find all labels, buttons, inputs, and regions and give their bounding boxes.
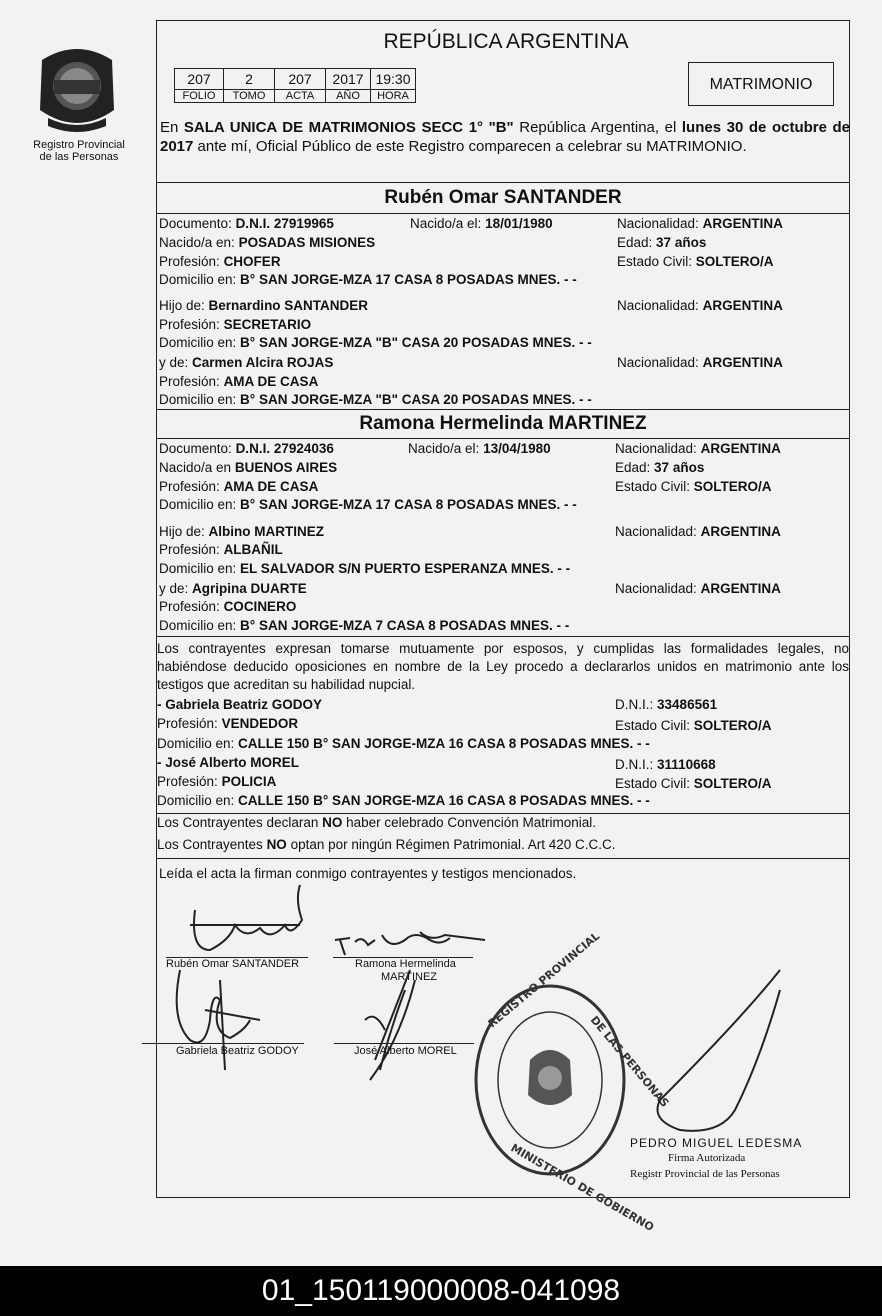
- handwritten-signatures: [150, 880, 510, 1100]
- hora-value: 19:30: [371, 69, 416, 90]
- tomo-label: TOMO: [224, 90, 275, 103]
- divider: [156, 858, 850, 859]
- bride-signature-label1: Ramona Hermelinda: [355, 958, 456, 970]
- witness2-address: Domicilio en: CALLE 150 B° SAN JORGE-MZA 16 CASA 8 POSADAS MNES. - -: [157, 793, 650, 808]
- svg-text:DE LAS PERSONAS: DE LAS PERSONAS: [587, 1013, 672, 1110]
- bride-address: Domicilio en: B° SAN JORGE-MZA 17 CASA 8 POSADAS MNES. - -: [159, 497, 577, 512]
- witness2-civil-status: Estado Civil: SOLTERO/A: [615, 776, 772, 791]
- bride-father-address: Domicilio en: EL SALVADOR S/N PUERTO ESPERANZA MNES. - -: [159, 561, 571, 576]
- document-title: REPÚBLICA ARGENTINA: [383, 30, 629, 53]
- groom-name: Rubén Omar SANTANDER: [384, 187, 622, 208]
- groom-nationality: Nacionalidad: ARGENTINA: [617, 216, 783, 231]
- groom-signature-label: Rubén Omar SANTANDER: [166, 958, 300, 970]
- groom-civil-status: Estado Civil: SOLTERO/A: [617, 254, 774, 269]
- witness2-signature-label: José Alberto MOREL: [354, 1045, 457, 1057]
- groom-profession: Profesión: CHOFER: [159, 254, 281, 269]
- groom-document: Documento: D.N.I. 27919965: [159, 216, 334, 231]
- groom-father-address: Domicilio en: B° SAN JORGE-MZA "B" CASA 20 POSADAS MNES. - -: [159, 335, 592, 350]
- groom-age: Edad: 37 años: [617, 235, 707, 250]
- witness1-address: Domicilio en: CALLE 150 B° SAN JORGE-MZA 16 CASA 8 POSADAS MNES. - -: [157, 736, 650, 751]
- logo-caption-line1: Registro Provincial: [33, 139, 125, 151]
- convention-statement: Los Contrayentes declaran NO haber celebrado Convención Matrimonial.: [157, 815, 596, 830]
- bride-nationality: Nacionalidad: ARGENTINA: [615, 441, 781, 456]
- declaration-paragraph: Los contrayentes expresan tomarse mutuamente por esposos, y cumplidas las formalidades legales, no habiéndose deducido oposiciones en nombre de la Ley procedo a declararlos unidos en matrimonio ante los testigos que acreditan su habilidad nupcial.: [157, 641, 849, 692]
- svg-text:REGISTRO PROVINCIAL: REGISTRO PROVINCIAL: [485, 929, 603, 1031]
- acta-value: 207: [275, 69, 326, 90]
- divider: [156, 213, 850, 214]
- bride-father-profession: Profesión: ALBAÑIL: [159, 542, 283, 557]
- svg-text:MINISTERIO DE GOBIERNO: MINISTERIO DE GOBIERNO: [508, 1141, 657, 1235]
- official-stamp-seal: [470, 929, 672, 1235]
- witness1-civil-status: Estado Civil: SOLTERO/A: [615, 718, 772, 733]
- folio-value: 207: [175, 69, 224, 90]
- hora-label: HORA: [371, 90, 416, 103]
- witness1-name: - Gabriela Beatriz GODOY: [157, 697, 323, 712]
- groom-mother-address: Domicilio en: B° SAN JORGE-MZA "B" CASA 20 POSADAS MNES. - -: [159, 392, 592, 407]
- bride-civil-status: Estado Civil: SOLTERO/A: [615, 479, 772, 494]
- bride-name: Ramona Hermelinda MARTINEZ: [359, 413, 647, 434]
- divider: [156, 636, 850, 637]
- divider: [156, 813, 850, 814]
- divider: [156, 182, 850, 183]
- bride-birthplace: Nacido/a en BUENOS AIRES: [159, 460, 338, 475]
- witness2-dni: D.N.I.: 31110668: [615, 757, 716, 772]
- witness1-profession: Profesión: VENDEDOR: [157, 716, 299, 731]
- regime-statement: Los Contrayentes NO optan por ningún Régimen Patrimonial. Art 420 C.C.C.: [157, 837, 616, 852]
- groom-mother-nationality: Nacionalidad: ARGENTINA: [617, 355, 783, 370]
- bride-birthdate: Nacido/a el: 13/04/1980: [408, 441, 551, 456]
- signature-line: [142, 1043, 304, 1044]
- groom-birthdate: Nacido/a el: 18/01/1980: [410, 216, 553, 231]
- bride-document: Documento: D.N.I. 27924036: [159, 441, 334, 456]
- document-id-footer: 01_150119000008-041098: [0, 1266, 882, 1316]
- official-role: Firma Autorizada: [668, 1152, 746, 1164]
- intro-paragraph: En SALA UNICA DE MATRIMONIOS SECC 1° "B" República Argentina, el lunes 30 de octubre de 2017 ante mí, Oficial Público de este Registro comparecen a celebrar su MATRIMONIO.: [160, 119, 851, 155]
- bride-father: Hijo de: Albino MARTINEZ: [159, 524, 325, 539]
- bride-mother-profession: Profesión: COCINERO: [159, 599, 297, 614]
- witness2-profession: Profesión: POLICIA: [157, 774, 277, 789]
- groom-father-nationality: Nacionalidad: ARGENTINA: [617, 298, 783, 313]
- official-signature: [640, 960, 820, 1160]
- bride-mother-address: Domicilio en: B° SAN JORGE-MZA 7 CASA 8 POSADAS MNES. - -: [159, 618, 570, 633]
- bride-signature-label2: MARTINEZ: [381, 971, 438, 983]
- divider: [156, 438, 850, 439]
- witness2-name: - José Alberto MOREL: [157, 755, 300, 770]
- tomo-value: 2: [224, 69, 275, 90]
- acta-label: ACTA: [275, 90, 326, 103]
- groom-address: Domicilio en: B° SAN JORGE-MZA 17 CASA 8 POSADAS MNES. - -: [159, 272, 577, 287]
- record-type-box: MATRIMONIO: [688, 62, 834, 106]
- groom-father: Hijo de: Bernardino SANTANDER: [159, 298, 369, 313]
- anio-label: AÑO: [326, 90, 371, 103]
- record-header-table: [174, 68, 416, 103]
- official-office: Registr Provincial de las Personas: [630, 1168, 780, 1180]
- bride-mother-nationality: Nacionalidad: ARGENTINA: [615, 581, 781, 596]
- bride-father-nationality: Nacionalidad: ARGENTINA: [615, 524, 781, 539]
- witness1-signature-label: Gabriela Beatriz GODOY: [176, 1045, 299, 1057]
- witness1-dni: D.N.I.: 33486561: [615, 697, 718, 712]
- bride-profession: Profesión: AMA DE CASA: [159, 479, 319, 494]
- bride-mother: y de: Agripina DUARTE: [159, 581, 307, 596]
- groom-birthplace: Nacido/a en: POSADAS MISIONES: [159, 235, 376, 250]
- divider: [156, 409, 850, 410]
- groom-father-profession: Profesión: SECRETARIO: [159, 317, 312, 332]
- groom-mother-profession: Profesión: AMA DE CASA: [159, 374, 319, 389]
- groom-mother: y de: Carmen Alcira ROJAS: [159, 355, 334, 370]
- anio-value: 2017: [326, 69, 371, 90]
- bride-age: Edad: 37 años: [615, 460, 705, 475]
- province-seal-logo: [34, 40, 120, 136]
- official-name: PEDRO MIGUEL LEDESMA: [630, 1136, 803, 1150]
- logo-caption-line2: de las Personas: [39, 151, 119, 163]
- read-statement: Leída el acta la firman conmigo contrayentes y testigos mencionados.: [159, 866, 577, 881]
- logo-caption: [20, 139, 138, 163]
- signature-line: [334, 1043, 474, 1044]
- folio-label: FOLIO: [175, 90, 224, 103]
